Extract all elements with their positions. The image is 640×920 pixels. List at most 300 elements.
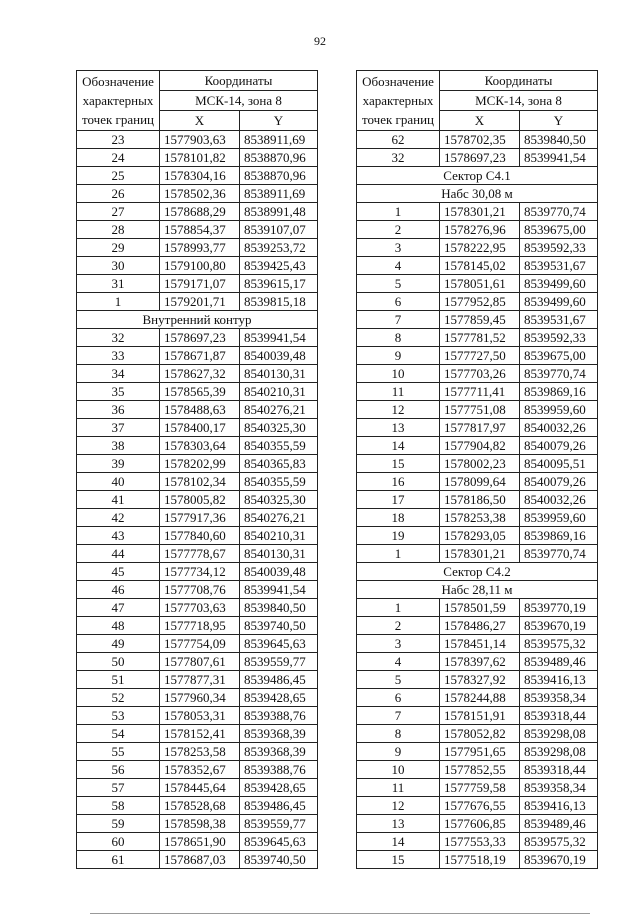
header-col1-line3: точек границ <box>361 112 435 127</box>
point-number-cell: 54 <box>77 725 160 743</box>
table-row <box>77 653 318 671</box>
y-coordinate-cell: 8540325,30 <box>240 419 318 437</box>
x-coordinate-cell: 1577917,36 <box>160 509 240 527</box>
y-coordinate-cell: 8539559,77 <box>240 653 318 671</box>
y-coordinate-cell: 8540130,31 <box>240 545 318 563</box>
y-coordinate-cell: 8539675,00 <box>520 347 598 365</box>
x-coordinate-cell: 1578151,91 <box>440 707 520 725</box>
header-point-designation <box>77 71 160 131</box>
table-row <box>77 635 318 653</box>
table-row <box>357 599 598 617</box>
y-coordinate-cell: 8539388,76 <box>240 707 318 725</box>
section-title: Сектор С4.1 <box>357 167 598 185</box>
section-title: Внутренний контур <box>77 311 318 329</box>
x-coordinate-cell: 1577904,82 <box>440 437 520 455</box>
point-number-cell: 10 <box>357 365 440 383</box>
point-number-cell: 23 <box>77 131 160 149</box>
point-number-cell: 49 <box>77 635 160 653</box>
y-coordinate-cell: 8539770,19 <box>520 599 598 617</box>
x-coordinate-cell: 1578051,61 <box>440 275 520 293</box>
point-number-cell: 8 <box>357 329 440 347</box>
y-coordinate-cell: 8539499,60 <box>520 275 598 293</box>
point-number-cell: 17 <box>357 491 440 509</box>
coordinates-table-left <box>76 70 318 869</box>
x-coordinate-cell: 1578627,32 <box>160 365 240 383</box>
x-coordinate-cell: 1578101,82 <box>160 149 240 167</box>
point-number-cell: 34 <box>77 365 160 383</box>
table-row <box>77 599 318 617</box>
x-coordinate-cell: 1577960,34 <box>160 689 240 707</box>
table-row <box>357 671 598 689</box>
x-coordinate-cell: 1578293,05 <box>440 527 520 545</box>
table-row <box>77 545 318 563</box>
x-coordinate-cell: 1577703,26 <box>440 365 520 383</box>
header-y: Y <box>520 111 598 131</box>
y-coordinate-cell: 8540325,30 <box>240 491 318 509</box>
x-coordinate-cell: 1577718,95 <box>160 617 240 635</box>
point-number-cell: 25 <box>77 167 160 185</box>
table-row <box>77 833 318 851</box>
point-number-cell: 6 <box>357 293 440 311</box>
y-coordinate-cell: 8539840,50 <box>520 131 598 149</box>
header-y: Y <box>240 111 318 131</box>
y-coordinate-cell: 8539318,44 <box>520 707 598 725</box>
table-row <box>357 815 598 833</box>
point-number-cell: 9 <box>357 347 440 365</box>
header-col1-line1: Обозначение <box>82 74 154 89</box>
point-number-cell: 48 <box>77 617 160 635</box>
x-coordinate-cell: 1577903,63 <box>160 131 240 149</box>
y-coordinate-cell: 8538870,96 <box>240 167 318 185</box>
x-coordinate-cell: 1578400,17 <box>160 419 240 437</box>
y-coordinate-cell: 8538911,69 <box>240 185 318 203</box>
x-coordinate-cell: 1578451,14 <box>440 635 520 653</box>
table-row <box>357 419 598 437</box>
table-row <box>357 203 598 221</box>
table-row <box>77 815 318 833</box>
y-coordinate-cell: 8539388,76 <box>240 761 318 779</box>
y-coordinate-cell: 8539428,65 <box>240 689 318 707</box>
y-coordinate-cell: 8539531,67 <box>520 311 598 329</box>
table-row <box>357 635 598 653</box>
y-coordinate-cell: 8539298,08 <box>520 725 598 743</box>
section-row <box>77 311 318 329</box>
point-number-cell: 1 <box>357 545 440 563</box>
x-coordinate-cell: 1578697,23 <box>160 329 240 347</box>
point-number-cell: 26 <box>77 185 160 203</box>
point-number-cell: 3 <box>357 239 440 257</box>
section-row <box>357 581 598 599</box>
table-row <box>357 437 598 455</box>
table-row <box>77 617 318 635</box>
y-coordinate-cell: 8539645,63 <box>240 635 318 653</box>
coordinates-table-right <box>356 70 598 869</box>
point-number-cell: 40 <box>77 473 160 491</box>
y-coordinate-cell: 8539615,17 <box>240 275 318 293</box>
y-coordinate-cell: 8540079,26 <box>520 473 598 491</box>
point-number-cell: 46 <box>77 581 160 599</box>
table-row <box>77 365 318 383</box>
table-row <box>357 473 598 491</box>
y-coordinate-cell: 8539416,13 <box>520 671 598 689</box>
table-row <box>77 203 318 221</box>
point-number-cell: 56 <box>77 761 160 779</box>
y-coordinate-cell: 8540210,31 <box>240 383 318 401</box>
table-row <box>357 779 598 797</box>
table-row <box>77 743 318 761</box>
point-number-cell: 31 <box>77 275 160 293</box>
point-number-cell: 4 <box>357 257 440 275</box>
table-row <box>357 653 598 671</box>
y-coordinate-cell: 8539770,74 <box>520 365 598 383</box>
y-coordinate-cell: 8539368,39 <box>240 725 318 743</box>
table-row <box>77 671 318 689</box>
y-coordinate-cell: 8540095,51 <box>520 455 598 473</box>
y-coordinate-cell: 8539770,74 <box>520 203 598 221</box>
point-number-cell: 32 <box>77 329 160 347</box>
header-x: X <box>440 111 520 131</box>
y-coordinate-cell: 8540355,59 <box>240 437 318 455</box>
point-number-cell: 28 <box>77 221 160 239</box>
header-col1-line2: характерных <box>362 93 434 108</box>
point-number-cell: 61 <box>77 851 160 869</box>
point-number-cell: 51 <box>77 671 160 689</box>
x-coordinate-cell: 1578688,29 <box>160 203 240 221</box>
point-number-cell: 18 <box>357 509 440 527</box>
table-row <box>77 473 318 491</box>
table-row <box>77 149 318 167</box>
y-coordinate-cell: 8539531,67 <box>520 257 598 275</box>
point-number-cell: 10 <box>357 761 440 779</box>
x-coordinate-cell: 1578253,58 <box>160 743 240 761</box>
table-row <box>77 401 318 419</box>
x-coordinate-cell: 1579171,07 <box>160 275 240 293</box>
x-coordinate-cell: 1578445,64 <box>160 779 240 797</box>
y-coordinate-cell: 8539486,45 <box>240 797 318 815</box>
table-row <box>77 437 318 455</box>
table-row <box>77 185 318 203</box>
y-coordinate-cell: 8539840,50 <box>240 599 318 617</box>
x-coordinate-cell: 1577952,85 <box>440 293 520 311</box>
table-row <box>357 707 598 725</box>
x-coordinate-cell: 1577734,12 <box>160 563 240 581</box>
point-number-cell: 14 <box>357 833 440 851</box>
x-coordinate-cell: 1578651,90 <box>160 833 240 851</box>
y-coordinate-cell: 8539740,50 <box>240 617 318 635</box>
x-coordinate-cell: 1577859,45 <box>440 311 520 329</box>
point-number-cell: 5 <box>357 671 440 689</box>
x-coordinate-cell: 1578244,88 <box>440 689 520 707</box>
y-coordinate-cell: 8540130,31 <box>240 365 318 383</box>
x-coordinate-cell: 1578697,23 <box>440 149 520 167</box>
section-row <box>357 563 598 581</box>
y-coordinate-cell: 8539575,32 <box>520 833 598 851</box>
table-row <box>357 149 598 167</box>
point-number-cell: 7 <box>357 707 440 725</box>
x-coordinate-cell: 1578276,96 <box>440 221 520 239</box>
x-coordinate-cell: 1577711,41 <box>440 383 520 401</box>
y-coordinate-cell: 8538870,96 <box>240 149 318 167</box>
point-number-cell: 5 <box>357 275 440 293</box>
x-coordinate-cell: 1578993,77 <box>160 239 240 257</box>
point-number-cell: 2 <box>357 617 440 635</box>
x-coordinate-cell: 1578053,31 <box>160 707 240 725</box>
header-coordinate-system: МСК-14, зона 8 <box>160 91 318 111</box>
y-coordinate-cell: 8540276,21 <box>240 509 318 527</box>
point-number-cell: 14 <box>357 437 440 455</box>
y-coordinate-cell: 8539941,54 <box>240 581 318 599</box>
x-coordinate-cell: 1577727,50 <box>440 347 520 365</box>
y-coordinate-cell: 8539318,44 <box>520 761 598 779</box>
table-row <box>357 509 598 527</box>
page-number: 92 <box>314 34 326 48</box>
x-coordinate-cell: 1577951,65 <box>440 743 520 761</box>
x-coordinate-cell: 1577877,31 <box>160 671 240 689</box>
y-coordinate-cell: 8539675,00 <box>520 221 598 239</box>
x-coordinate-cell: 1577676,55 <box>440 797 520 815</box>
point-number-cell: 35 <box>77 383 160 401</box>
section-title: Сектор С4.2 <box>357 563 598 581</box>
table-row <box>357 491 598 509</box>
table-row <box>357 833 598 851</box>
x-coordinate-cell: 1578352,67 <box>160 761 240 779</box>
y-coordinate-cell: 8540039,48 <box>240 563 318 581</box>
y-coordinate-cell: 8539559,77 <box>240 815 318 833</box>
y-coordinate-cell: 8538911,69 <box>240 131 318 149</box>
section-row <box>357 167 598 185</box>
x-coordinate-cell: 1578565,39 <box>160 383 240 401</box>
x-coordinate-cell: 1578598,38 <box>160 815 240 833</box>
y-coordinate-cell: 8539592,33 <box>520 239 598 257</box>
table-row <box>357 221 598 239</box>
x-coordinate-cell: 1578486,27 <box>440 617 520 635</box>
table-row <box>357 743 598 761</box>
y-coordinate-cell: 8539575,32 <box>520 635 598 653</box>
y-coordinate-cell: 8539959,60 <box>520 509 598 527</box>
x-coordinate-cell: 1578528,68 <box>160 797 240 815</box>
x-coordinate-cell: 1578687,03 <box>160 851 240 869</box>
table-row <box>77 761 318 779</box>
x-coordinate-cell: 1578501,59 <box>440 599 520 617</box>
table-row <box>357 239 598 257</box>
y-coordinate-cell: 8539959,60 <box>520 401 598 419</box>
x-coordinate-cell: 1578304,16 <box>160 167 240 185</box>
x-coordinate-cell: 1578702,35 <box>440 131 520 149</box>
y-coordinate-cell: 8539107,07 <box>240 221 318 239</box>
x-coordinate-cell: 1577778,67 <box>160 545 240 563</box>
y-coordinate-cell: 8540039,48 <box>240 347 318 365</box>
header-coordinates-title: Координаты <box>440 71 598 91</box>
x-coordinate-cell: 1578854,37 <box>160 221 240 239</box>
x-coordinate-cell: 1579100,80 <box>160 257 240 275</box>
y-coordinate-cell: 8539869,16 <box>520 383 598 401</box>
point-number-cell: 4 <box>357 653 440 671</box>
point-number-cell: 60 <box>77 833 160 851</box>
y-coordinate-cell: 8539489,46 <box>520 815 598 833</box>
y-coordinate-cell: 8540355,59 <box>240 473 318 491</box>
table-row <box>357 725 598 743</box>
point-number-cell: 27 <box>77 203 160 221</box>
table-row <box>357 797 598 815</box>
table-row <box>357 257 598 275</box>
footer-divider <box>90 913 590 914</box>
table-row <box>77 329 318 347</box>
table-row <box>357 329 598 347</box>
y-coordinate-cell: 8539941,54 <box>520 149 598 167</box>
x-coordinate-cell: 1578301,21 <box>440 203 520 221</box>
table-body <box>77 71 318 869</box>
point-number-cell: 47 <box>77 599 160 617</box>
table-row <box>357 365 598 383</box>
x-coordinate-cell: 1578202,99 <box>160 455 240 473</box>
x-coordinate-cell: 1578002,23 <box>440 455 520 473</box>
point-number-cell: 2 <box>357 221 440 239</box>
x-coordinate-cell: 1578005,82 <box>160 491 240 509</box>
y-coordinate-cell: 8539416,13 <box>520 797 598 815</box>
point-number-cell: 57 <box>77 779 160 797</box>
y-coordinate-cell: 8539489,46 <box>520 653 598 671</box>
table-row <box>357 761 598 779</box>
point-number-cell: 1 <box>77 293 160 311</box>
table-row <box>357 383 598 401</box>
x-coordinate-cell: 1577759,58 <box>440 779 520 797</box>
table-row <box>357 689 598 707</box>
table-row <box>357 275 598 293</box>
table-row <box>357 311 598 329</box>
x-coordinate-cell: 1577606,85 <box>440 815 520 833</box>
x-coordinate-cell: 1578671,87 <box>160 347 240 365</box>
header-x: X <box>160 111 240 131</box>
y-coordinate-cell: 8539425,43 <box>240 257 318 275</box>
table-row <box>357 455 598 473</box>
point-number-cell: 13 <box>357 419 440 437</box>
point-number-cell: 41 <box>77 491 160 509</box>
point-number-cell: 19 <box>357 527 440 545</box>
table-row <box>77 293 318 311</box>
x-coordinate-cell: 1577840,60 <box>160 527 240 545</box>
point-number-cell: 37 <box>77 419 160 437</box>
point-number-cell: 11 <box>357 383 440 401</box>
point-number-cell: 12 <box>357 797 440 815</box>
table-row <box>357 131 598 149</box>
y-coordinate-cell: 8539770,74 <box>520 545 598 563</box>
y-coordinate-cell: 8540365,83 <box>240 455 318 473</box>
point-number-cell: 44 <box>77 545 160 563</box>
header-point-designation <box>357 71 440 131</box>
x-coordinate-cell: 1578186,50 <box>440 491 520 509</box>
table-row <box>357 347 598 365</box>
x-coordinate-cell: 1578099,64 <box>440 473 520 491</box>
point-number-cell: 9 <box>357 743 440 761</box>
point-number-cell: 45 <box>77 563 160 581</box>
table-row <box>77 221 318 239</box>
table-row <box>357 527 598 545</box>
x-coordinate-cell: 1578253,38 <box>440 509 520 527</box>
point-number-cell: 24 <box>77 149 160 167</box>
x-coordinate-cell: 1578222,95 <box>440 239 520 257</box>
point-number-cell: 29 <box>77 239 160 257</box>
y-coordinate-cell: 8539670,19 <box>520 617 598 635</box>
y-coordinate-cell: 8538991,48 <box>240 203 318 221</box>
y-coordinate-cell: 8539358,34 <box>520 779 598 797</box>
table-row <box>77 779 318 797</box>
section-row <box>357 185 598 203</box>
table-row <box>77 851 318 869</box>
table-row <box>357 545 598 563</box>
point-number-cell: 32 <box>357 149 440 167</box>
header-coordinate-system: МСК-14, зона 8 <box>440 91 598 111</box>
table-row <box>357 401 598 419</box>
y-coordinate-cell: 8540079,26 <box>520 437 598 455</box>
point-number-cell: 7 <box>357 311 440 329</box>
table-row <box>77 491 318 509</box>
x-coordinate-cell: 1578052,82 <box>440 725 520 743</box>
table-row <box>357 293 598 311</box>
header-coordinates-title: Координаты <box>160 71 318 91</box>
table-row <box>77 509 318 527</box>
x-coordinate-cell: 1578301,21 <box>440 545 520 563</box>
table-row <box>357 851 598 869</box>
y-coordinate-cell: 8540032,26 <box>520 419 598 437</box>
x-coordinate-cell: 1579201,71 <box>160 293 240 311</box>
section-title: Набс 30,08 м <box>357 185 598 203</box>
x-coordinate-cell: 1578327,92 <box>440 671 520 689</box>
y-coordinate-cell: 8539670,19 <box>520 851 598 869</box>
y-coordinate-cell: 8539499,60 <box>520 293 598 311</box>
point-number-cell: 42 <box>77 509 160 527</box>
point-number-cell: 39 <box>77 455 160 473</box>
header-col1-line1: Обозначение <box>362 74 434 89</box>
point-number-cell: 59 <box>77 815 160 833</box>
table-row <box>77 725 318 743</box>
table-row <box>77 275 318 293</box>
x-coordinate-cell: 1578397,62 <box>440 653 520 671</box>
x-coordinate-cell: 1577817,97 <box>440 419 520 437</box>
table-row <box>77 707 318 725</box>
y-coordinate-cell: 8539368,39 <box>240 743 318 761</box>
y-coordinate-cell: 8539592,33 <box>520 329 598 347</box>
table-row <box>77 131 318 149</box>
point-number-cell: 12 <box>357 401 440 419</box>
point-number-cell: 33 <box>77 347 160 365</box>
point-number-cell: 15 <box>357 455 440 473</box>
x-coordinate-cell: 1577708,76 <box>160 581 240 599</box>
header-col1-line2: характерных <box>82 93 154 108</box>
table-row <box>77 689 318 707</box>
y-coordinate-cell: 8539486,45 <box>240 671 318 689</box>
point-number-cell: 58 <box>77 797 160 815</box>
y-coordinate-cell: 8539428,65 <box>240 779 318 797</box>
x-coordinate-cell: 1578102,34 <box>160 473 240 491</box>
point-number-cell: 62 <box>357 131 440 149</box>
table-header-row <box>77 71 318 91</box>
point-number-cell: 1 <box>357 203 440 221</box>
x-coordinate-cell: 1578502,36 <box>160 185 240 203</box>
y-coordinate-cell: 8539358,34 <box>520 689 598 707</box>
y-coordinate-cell: 8539645,63 <box>240 833 318 851</box>
table-row <box>77 419 318 437</box>
table-row <box>77 239 318 257</box>
x-coordinate-cell: 1577553,33 <box>440 833 520 851</box>
point-number-cell: 30 <box>77 257 160 275</box>
x-coordinate-cell: 1577518,19 <box>440 851 520 869</box>
x-coordinate-cell: 1577781,52 <box>440 329 520 347</box>
point-number-cell: 1 <box>357 599 440 617</box>
table-row <box>77 383 318 401</box>
point-number-cell: 55 <box>77 743 160 761</box>
y-coordinate-cell: 8539740,50 <box>240 851 318 869</box>
y-coordinate-cell: 8539253,72 <box>240 239 318 257</box>
